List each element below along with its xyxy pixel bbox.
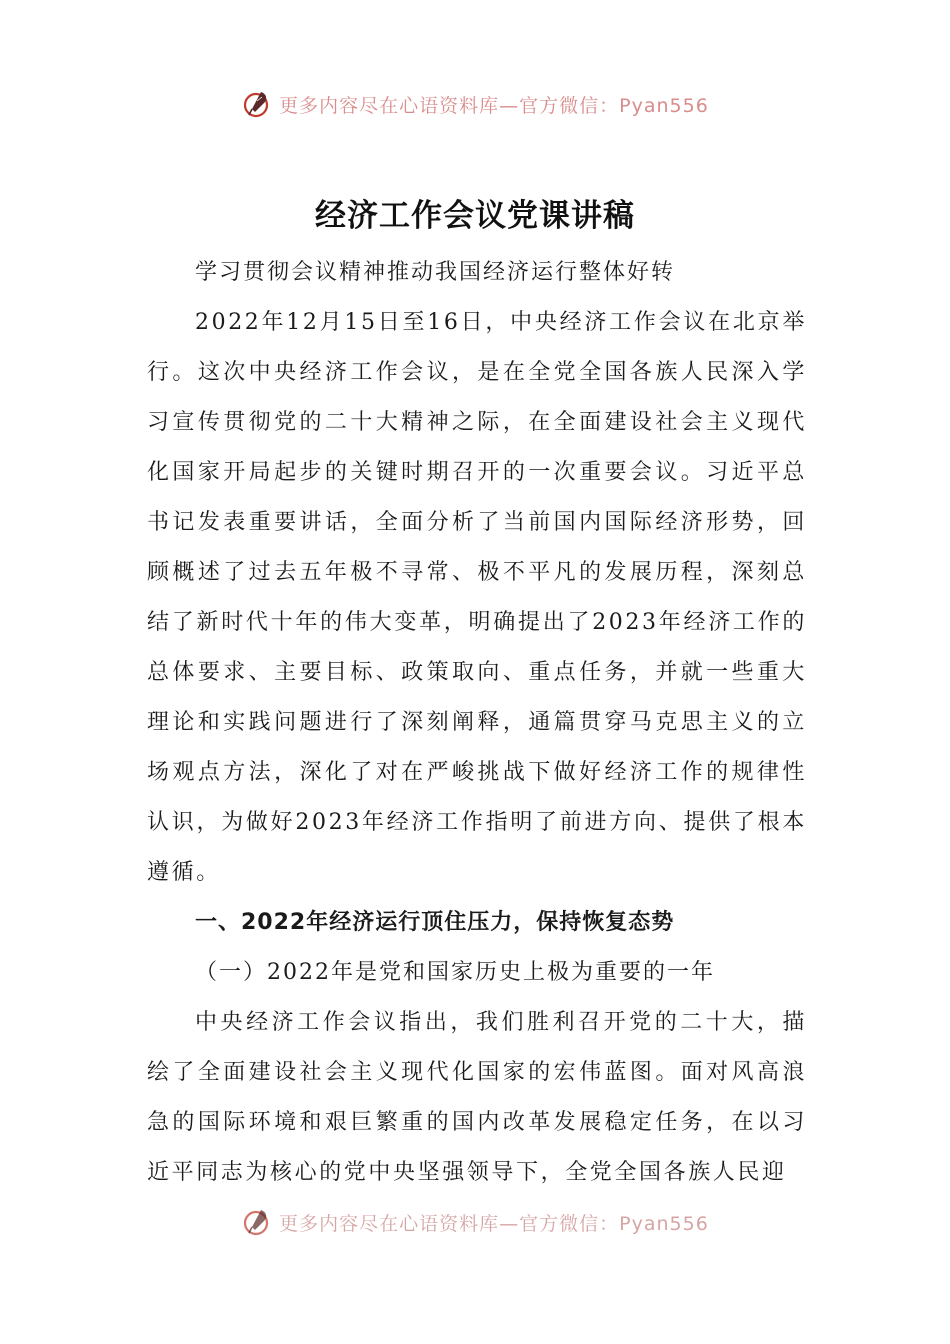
section-heading: 一、2022年经济运行顶住压力，保持恢复态势 bbox=[195, 910, 675, 935]
document-title: 经济工作会议党课讲稿 bbox=[315, 198, 635, 234]
paragraph-body: 中央经济工作会议指出，我们胜利召开党的二十大，描绘了全面建设社会主义现代化国家的宏伟蓝图。面对风高浪急的国际环境和艰巨繁重的国内改革发展稳定任务，在以习近平同志为核心的党中央坚强领导下，全党全国各族人民迎 bbox=[147, 1010, 807, 1185]
header-banner-inner bbox=[241, 88, 709, 120]
header-watermark-banner bbox=[0, 84, 950, 124]
header-banner-text: 更多内容尽在心语资料库—官方微信：Pyan556 bbox=[279, 94, 709, 117]
document-body bbox=[147, 248, 807, 1198]
subsection-heading: （一）2022年是党和国家历史上极为重要的一年 bbox=[195, 960, 715, 985]
feather-pen-circle-icon bbox=[241, 88, 273, 120]
paragraph-intro: 2022年12月15日至16日，中央经济工作会议在北京举行。这次中央经济工作会议，是在全党全国各族人民深入学习宣传贯彻党的二十大精神之际，在全面建设社会主义现代化国家开局起步的关键时期召开的一次重要会议。习近平总书记发表重要讲话，全面分析了当前国内国际经济形势，回顾概述了过去五年极不寻常、极不平凡的发展历程，深刻总结了新时代十年的伟大变革，明确提出了2023年经济工作的总体要求、主要目标、政策取向、重点任务，并就一些重大理论和实践问题进行了深刻阐释，通篇贯穿马克思主义的立场观点方法，深化了对在严峻挑战下做好经济工作的规律性认识，为做好2023年经济工作指明了前进方向、提供了根本遵循。 bbox=[147, 310, 807, 885]
footer-banner-inner bbox=[241, 1206, 709, 1238]
footer-banner-text: 更多内容尽在心语资料库—官方微信：Pyan556 bbox=[279, 1212, 709, 1235]
feather-pen-circle-icon bbox=[241, 1206, 273, 1238]
document-subtitle: 学习贯彻会议精神推动我国经济运行整体好转 bbox=[195, 260, 676, 285]
footer-watermark-banner bbox=[0, 1202, 950, 1242]
